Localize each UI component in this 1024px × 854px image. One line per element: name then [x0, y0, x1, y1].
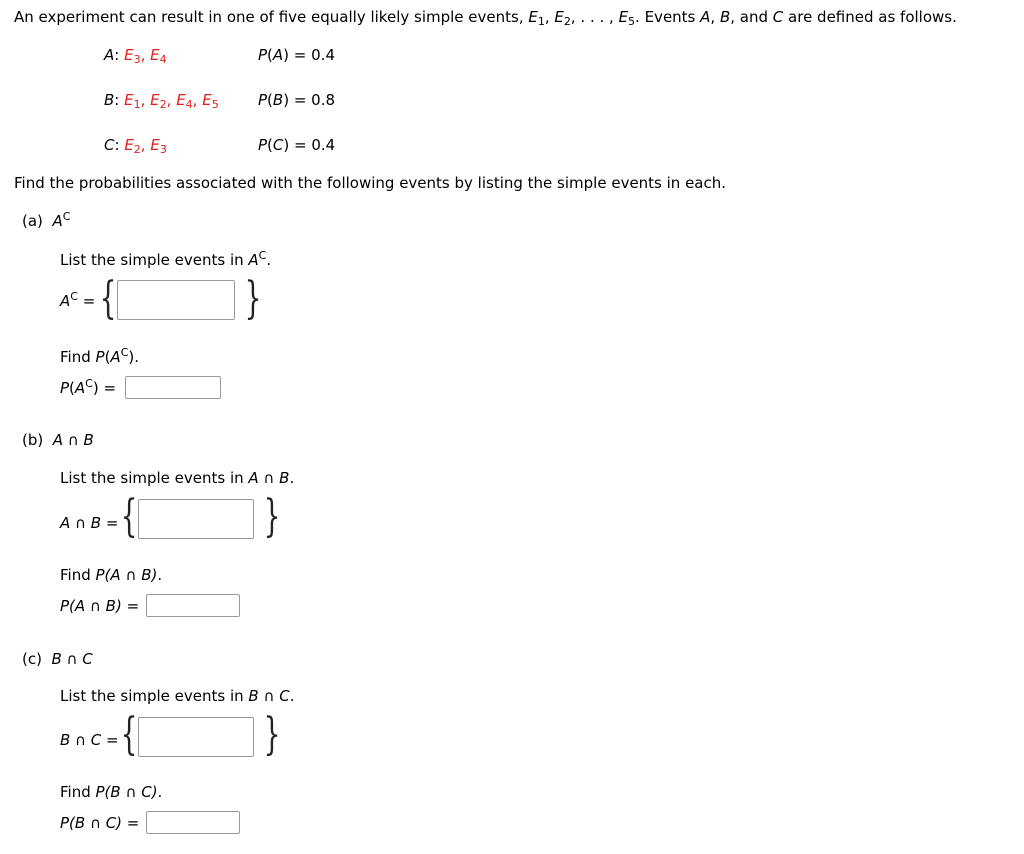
part-b-close-brace: } [263, 491, 281, 542]
part-b-find-prompt: Find P(A ∩ B). [60, 566, 163, 584]
part-a-set-input[interactable] [117, 280, 235, 320]
part-c-probability-input[interactable] [146, 811, 240, 834]
part-c-heading: (c) B ∩ C [22, 650, 93, 668]
part-a-set-label: $A^C$ = [60, 290, 96, 310]
part-a-list-prompt: List the simple events in $A^C$. [60, 249, 272, 269]
part-a-answer-label: $P(A^C)$ = [60, 377, 117, 397]
part-c-set-label: B ∩ C = [60, 731, 119, 749]
part-b-open-brace: { [120, 491, 138, 542]
part-a-open-brace: { [99, 273, 117, 324]
part-b-set-input[interactable] [138, 499, 254, 539]
part-b-probability-input[interactable] [146, 594, 240, 617]
part-b-set-label: A ∩ B = [60, 514, 119, 532]
definition-b-probability: P(B) = 0.8 [258, 91, 336, 109]
part-a-close-brace: } [244, 273, 262, 324]
part-c-find-prompt: Find P(B ∩ C). [60, 783, 163, 801]
definition-a-events: A: $E_3$, $E_4$ [104, 46, 167, 66]
definition-a-probability: P(A) = 0.4 [258, 46, 335, 64]
definition-c-probability: P(C) = 0.4 [258, 136, 336, 154]
part-c-close-brace: } [263, 709, 281, 760]
part-b-heading: (b) A ∩ B [22, 431, 94, 449]
part-a-find-prompt: Find $P(A^C)$. [60, 346, 139, 366]
instruction-text: Find the probabilities associated with the following events by listing the simple events in each. [14, 174, 727, 192]
definition-b-events: B: $E_1$, $E_2$, $E_4$, $E_5$ [104, 91, 219, 111]
intro-text: An experiment can result in one of five equally likely simple events, $E_1$, $E_2$, . . . , $E_5$. Events A, B, and C are defined as follows. [14, 8, 957, 28]
part-a-probability-input[interactable] [125, 376, 221, 399]
definition-c-events: C: $E_2$, $E_3$ [104, 136, 167, 156]
part-a-heading: (a) $A^C$ [22, 210, 71, 230]
part-c-answer-label: P(B ∩ C) = [60, 814, 140, 832]
part-c-list-prompt: List the simple events in B ∩ C. [60, 687, 295, 705]
part-c-open-brace: { [120, 709, 138, 760]
part-c-set-input[interactable] [138, 717, 254, 757]
part-b-answer-label: P(A ∩ B) = [60, 597, 140, 615]
part-b-list-prompt: List the simple events in A ∩ B. [60, 469, 295, 487]
